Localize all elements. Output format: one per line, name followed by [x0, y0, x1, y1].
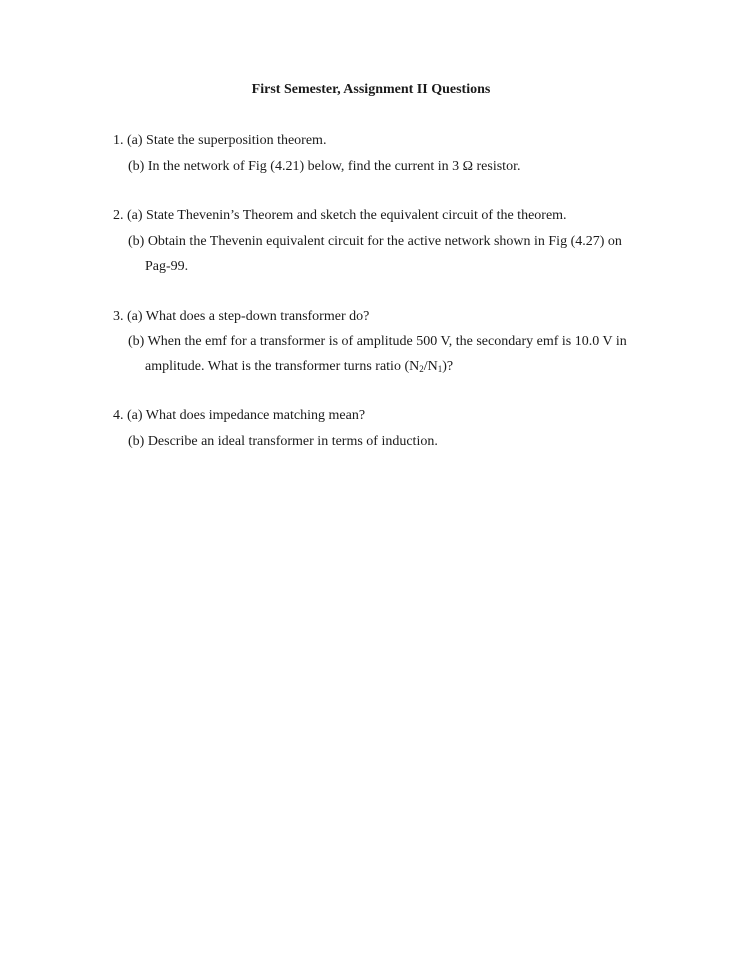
- question-3a: 3. (a) What does a step-down transformer do?: [113, 309, 370, 324]
- ratio-suffix: )?: [442, 359, 454, 374]
- question-3b: (b) When the emf for a transformer is of amplitude 500 V, the secondary emf is 10.0 V in: [128, 334, 627, 349]
- question-1b: (b) In the network of Fig (4.21) below, find the current in 3 Ω resistor.: [128, 159, 521, 174]
- question-2b: (b) Obtain the Thevenin equivalent circuit for the active network shown in Fig (4.27) on: [128, 234, 622, 249]
- question-3b-continued: [145, 357, 453, 377]
- ratio-prefix: amplitude. What is the transformer turns ratio (N: [145, 359, 420, 374]
- ratio-subscript-1: 1: [437, 364, 443, 374]
- question-1a: 1. (a) State the superposition theorem.: [113, 133, 327, 148]
- question-4b: (b) Describe an ideal transformer in terms of induction.: [128, 434, 438, 449]
- question-4a: 4. (a) What does impedance matching mean?: [113, 408, 366, 423]
- assignment-title: First Semester, Assignment II Questions: [251, 82, 491, 97]
- question-2b-continued: Pag-99.: [145, 259, 189, 274]
- question-2a: 2. (a) State Thevenin’s Theorem and sketch the equivalent circuit of the theorem.: [113, 208, 567, 223]
- ratio-subscript-2: 2: [419, 364, 424, 374]
- ratio-mid: /N: [423, 359, 438, 374]
